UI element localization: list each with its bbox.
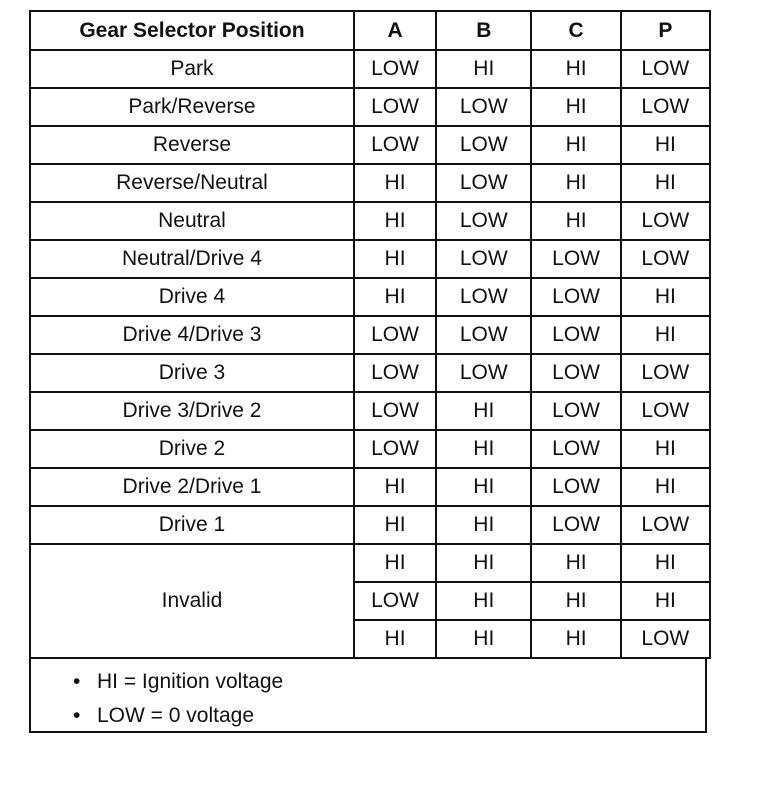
c-cell: LOW: [531, 316, 620, 354]
p-cell: HI: [621, 468, 710, 506]
a-cell: LOW: [354, 316, 436, 354]
p-cell: HI: [621, 430, 710, 468]
header-b: B: [436, 11, 531, 50]
b-cell: HI: [436, 506, 531, 544]
a-cell: LOW: [354, 88, 436, 126]
c-cell: HI: [531, 164, 620, 202]
c-cell: LOW: [531, 354, 620, 392]
b-cell: LOW: [436, 316, 531, 354]
invalid-position-cell: Invalid: [30, 544, 354, 658]
p-cell: LOW: [621, 392, 710, 430]
table-row: [30, 202, 710, 240]
c-cell: HI: [531, 620, 620, 658]
c-cell: LOW: [531, 430, 620, 468]
gear-selector-table: [29, 10, 711, 659]
table-row: [30, 354, 710, 392]
b-cell: LOW: [436, 240, 531, 278]
table-row-invalid: [30, 544, 710, 582]
p-cell: LOW: [621, 240, 710, 278]
b-cell: LOW: [436, 278, 531, 316]
a-cell: LOW: [354, 126, 436, 164]
c-cell: HI: [531, 126, 620, 164]
b-cell: HI: [436, 468, 531, 506]
table-row: [30, 50, 710, 88]
legend-item-hi: [31, 665, 705, 699]
p-cell: LOW: [621, 202, 710, 240]
a-cell: LOW: [354, 392, 436, 430]
table-row: [30, 316, 710, 354]
b-cell: LOW: [436, 202, 531, 240]
position-cell: Park: [30, 50, 354, 88]
header-p: P: [621, 11, 710, 50]
gear-selector-table-sheet: [29, 10, 711, 733]
table-row: [30, 126, 710, 164]
position-cell: Drive 2: [30, 430, 354, 468]
position-cell: Park/Reverse: [30, 88, 354, 126]
b-cell: LOW: [436, 164, 531, 202]
c-cell: LOW: [531, 468, 620, 506]
b-cell: HI: [436, 582, 531, 620]
a-cell: LOW: [354, 50, 436, 88]
table-row: [30, 88, 710, 126]
position-cell: Drive 3: [30, 354, 354, 392]
b-cell: LOW: [436, 354, 531, 392]
a-cell: HI: [354, 202, 436, 240]
table-row: [30, 164, 710, 202]
a-cell: LOW: [354, 582, 436, 620]
p-cell: LOW: [621, 50, 710, 88]
p-cell: HI: [621, 126, 710, 164]
table-row: [30, 430, 710, 468]
p-cell: LOW: [621, 506, 710, 544]
header-c: C: [531, 11, 620, 50]
c-cell: HI: [531, 582, 620, 620]
c-cell: HI: [531, 544, 620, 582]
header-gear-selector-position: Gear Selector Position: [30, 11, 354, 50]
p-cell: HI: [621, 164, 710, 202]
c-cell: LOW: [531, 240, 620, 278]
b-cell: HI: [436, 50, 531, 88]
position-cell: Drive 1: [30, 506, 354, 544]
a-cell: LOW: [354, 430, 436, 468]
p-cell: HI: [621, 316, 710, 354]
a-cell: HI: [354, 544, 436, 582]
table-row: [30, 392, 710, 430]
position-cell: Drive 4: [30, 278, 354, 316]
position-cell: Reverse/Neutral: [30, 164, 354, 202]
legend: [29, 659, 707, 733]
a-cell: LOW: [354, 354, 436, 392]
position-cell: Drive 2/Drive 1: [30, 468, 354, 506]
legend-item-low: [31, 699, 705, 733]
table-row: [30, 468, 710, 506]
b-cell: HI: [436, 620, 531, 658]
c-cell: LOW: [531, 278, 620, 316]
c-cell: HI: [531, 88, 620, 126]
p-cell: HI: [621, 278, 710, 316]
p-cell: LOW: [621, 354, 710, 392]
a-cell: HI: [354, 506, 436, 544]
table-row: [30, 506, 710, 544]
table-row: [30, 240, 710, 278]
a-cell: HI: [354, 240, 436, 278]
position-cell: Drive 3/Drive 2: [30, 392, 354, 430]
b-cell: HI: [436, 430, 531, 468]
b-cell: LOW: [436, 126, 531, 164]
p-cell: HI: [621, 582, 710, 620]
p-cell: HI: [621, 544, 710, 582]
table-row: [30, 278, 710, 316]
position-cell: Reverse: [30, 126, 354, 164]
a-cell: HI: [354, 164, 436, 202]
header-row: [30, 11, 710, 50]
c-cell: LOW: [531, 506, 620, 544]
position-cell: Neutral/Drive 4: [30, 240, 354, 278]
legend-text: LOW = 0 voltage: [97, 704, 254, 727]
b-cell: HI: [436, 544, 531, 582]
a-cell: HI: [354, 620, 436, 658]
c-cell: HI: [531, 202, 620, 240]
position-cell: Drive 4/Drive 3: [30, 316, 354, 354]
bullet-icon: •: [73, 704, 81, 727]
position-cell: Neutral: [30, 202, 354, 240]
header-a: A: [354, 11, 436, 50]
p-cell: LOW: [621, 620, 710, 658]
c-cell: LOW: [531, 392, 620, 430]
p-cell: LOW: [621, 88, 710, 126]
a-cell: HI: [354, 278, 436, 316]
b-cell: LOW: [436, 88, 531, 126]
bullet-icon: •: [73, 670, 81, 693]
legend-text: HI = Ignition voltage: [97, 670, 284, 693]
a-cell: HI: [354, 468, 436, 506]
c-cell: HI: [531, 50, 620, 88]
b-cell: HI: [436, 392, 531, 430]
